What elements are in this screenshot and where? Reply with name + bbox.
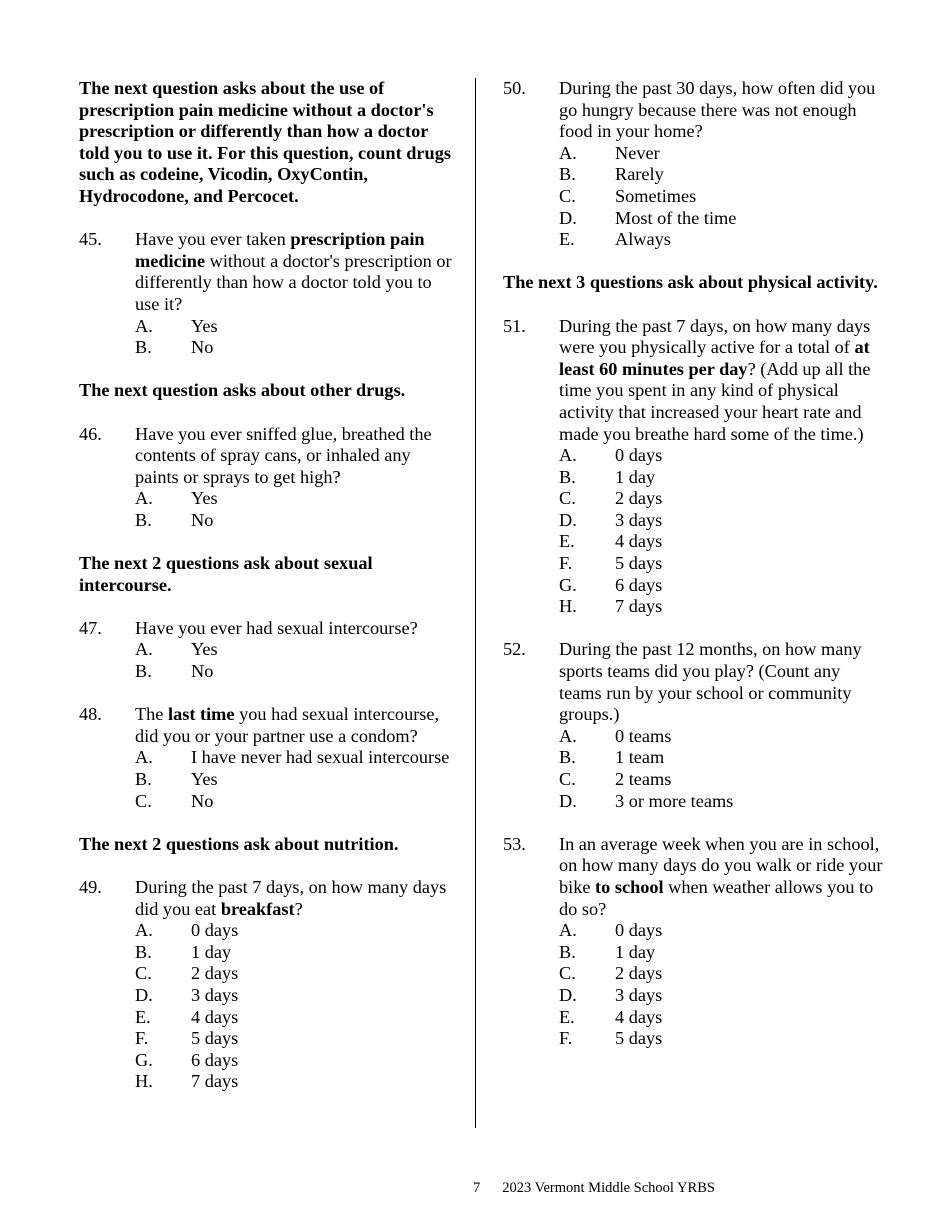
option-letter: G. bbox=[135, 1049, 153, 1070]
answer-options bbox=[559, 920, 883, 1050]
answer-option bbox=[135, 1071, 457, 1093]
page-number: 7 bbox=[473, 1180, 481, 1196]
option-letter: C. bbox=[559, 769, 576, 789]
option-letter: A. bbox=[559, 445, 577, 466]
question-number: 50. bbox=[503, 78, 526, 98]
answer-option bbox=[559, 164, 883, 186]
option-text: No bbox=[191, 661, 214, 682]
answer-options bbox=[559, 726, 883, 812]
option-text: 1 day bbox=[615, 466, 656, 487]
option-text: Yes bbox=[191, 639, 218, 660]
answer-option bbox=[559, 985, 883, 1007]
question-47 bbox=[79, 618, 457, 683]
option-text: 1 day bbox=[191, 941, 232, 962]
answer-option bbox=[559, 1007, 883, 1029]
answer-option bbox=[559, 1028, 883, 1050]
option-text: 4 days bbox=[615, 531, 663, 552]
answer-option bbox=[135, 920, 457, 942]
answer-option bbox=[135, 316, 457, 338]
option-text: 3 days bbox=[615, 984, 663, 1005]
option-text: 7 days bbox=[191, 1071, 239, 1092]
question-number: 46. bbox=[79, 423, 102, 444]
option-text: 2 days bbox=[615, 963, 663, 984]
option-text: 2 days bbox=[615, 488, 663, 509]
option-letter: B. bbox=[559, 466, 576, 487]
answer-option bbox=[559, 596, 883, 618]
option-text: No bbox=[191, 509, 214, 530]
option-text: 0 teams bbox=[615, 725, 672, 746]
option-text: 7 days bbox=[615, 596, 663, 617]
option-letter: A. bbox=[135, 639, 153, 660]
answer-option bbox=[135, 337, 457, 359]
answer-option bbox=[559, 186, 883, 208]
question-51 bbox=[503, 316, 883, 618]
option-letter: E. bbox=[559, 531, 575, 552]
option-text: 3 days bbox=[615, 509, 663, 530]
answer-option bbox=[135, 747, 457, 769]
option-letter: C. bbox=[559, 963, 576, 984]
answer-option bbox=[135, 791, 457, 813]
answer-option bbox=[135, 1007, 457, 1029]
answer-option bbox=[559, 791, 883, 813]
question-text: Have you ever taken prescription pain medicine without a doctor's prescription or differently than how a doctor told you to use it? bbox=[135, 229, 452, 314]
option-letter: B. bbox=[559, 747, 576, 768]
answer-option bbox=[559, 510, 883, 532]
option-text: Always bbox=[615, 229, 671, 250]
option-letter: B. bbox=[559, 941, 576, 962]
option-letter: B. bbox=[559, 164, 576, 185]
answer-option bbox=[559, 488, 883, 510]
option-letter: A. bbox=[559, 920, 577, 941]
answer-options bbox=[135, 920, 457, 1093]
option-letter: H. bbox=[559, 596, 577, 617]
option-text: 4 days bbox=[615, 1006, 663, 1027]
option-letter: F. bbox=[559, 1028, 573, 1049]
answer-option bbox=[559, 769, 883, 791]
answer-options bbox=[559, 143, 883, 251]
option-letter: E. bbox=[559, 229, 575, 250]
option-text: 0 days bbox=[615, 445, 663, 466]
option-text: 5 days bbox=[615, 553, 663, 574]
option-text: Yes bbox=[191, 488, 218, 509]
answer-option bbox=[135, 488, 457, 510]
section-intro-physical-activity: The next 3 questions ask about physical activity. bbox=[503, 272, 878, 293]
question-46 bbox=[79, 424, 457, 532]
option-text: Never bbox=[615, 142, 660, 163]
answer-option bbox=[135, 985, 457, 1007]
option-text: Most of the time bbox=[615, 207, 737, 228]
option-letter: B. bbox=[135, 509, 152, 530]
option-letter: E. bbox=[135, 1006, 151, 1027]
section-intro-sexual-intercourse: The next 2 questions ask about sexual intercourse. bbox=[79, 553, 373, 595]
option-letter: B. bbox=[135, 337, 152, 358]
option-letter: F. bbox=[559, 553, 573, 574]
question-text: During the past 30 days, how often did you go hungry because there was not enough food in your home? bbox=[559, 78, 876, 142]
answer-option bbox=[135, 1028, 457, 1050]
answer-option bbox=[559, 208, 883, 230]
answer-option bbox=[559, 726, 883, 748]
answer-option bbox=[559, 942, 883, 964]
answer-options bbox=[135, 488, 457, 531]
question-text: During the past 12 months, on how many sports teams did you play? (Count any teams run by your school or community groups.) bbox=[559, 639, 862, 725]
option-text: 1 team bbox=[615, 747, 665, 768]
page-footer bbox=[473, 1179, 715, 1197]
option-letter: A. bbox=[559, 142, 577, 163]
question-text: Have you ever sniffed glue, breathed the contents of spray cans, or inhaled any paints or sprays to get high? bbox=[135, 423, 432, 487]
option-letter: G. bbox=[559, 574, 577, 595]
option-letter: C. bbox=[135, 790, 152, 811]
question-52 bbox=[503, 639, 883, 812]
left-column bbox=[79, 78, 457, 1115]
option-letter: E. bbox=[559, 1006, 575, 1027]
option-letter: B. bbox=[135, 941, 152, 962]
option-letter: B. bbox=[135, 661, 152, 682]
option-letter: C. bbox=[135, 963, 152, 984]
option-letter: F. bbox=[135, 1028, 149, 1049]
right-column bbox=[503, 78, 883, 1071]
option-letter: A. bbox=[135, 488, 153, 509]
answer-option bbox=[559, 747, 883, 769]
answer-option bbox=[135, 942, 457, 964]
column-divider bbox=[475, 78, 476, 1128]
option-text: 2 teams bbox=[615, 769, 672, 789]
question-number: 51. bbox=[503, 315, 526, 336]
option-text: 6 days bbox=[615, 574, 663, 595]
option-letter: A. bbox=[135, 920, 153, 941]
option-text: Rarely bbox=[615, 164, 664, 185]
option-text: 1 day bbox=[615, 941, 656, 962]
option-text: I have never had sexual intercourse bbox=[191, 747, 450, 768]
option-text: 4 days bbox=[191, 1006, 239, 1027]
answer-option bbox=[135, 769, 457, 791]
option-text: 3 or more teams bbox=[615, 790, 734, 811]
question-text: Have you ever had sexual intercourse? bbox=[135, 617, 418, 638]
section-intro-other-drugs: The next question asks about other drugs. bbox=[79, 380, 406, 401]
question-49 bbox=[79, 877, 457, 1093]
question-text: During the past 7 days, on how many days did you eat breakfast? bbox=[135, 876, 447, 919]
answer-option bbox=[559, 575, 883, 597]
option-text: Yes bbox=[191, 769, 218, 789]
question-text: The last time you had sexual intercourse, did you or your partner use a condom? bbox=[135, 704, 440, 746]
option-text: 0 days bbox=[191, 920, 239, 941]
question-50 bbox=[503, 78, 883, 251]
question-text: In an average week when you are in school, on how many days do you walk or ride your bike to school when weather allows you to do so? bbox=[559, 833, 883, 919]
answer-option bbox=[559, 920, 883, 942]
question-text: During the past 7 days, on how many days were you physically active for a total of at least 60 minutes per day? (Add up all the time you spent in any kind of physical activity that increased your heart rate and made you breathe hard some of the time.) bbox=[559, 315, 871, 444]
question-number: 53. bbox=[503, 833, 526, 854]
option-text: 5 days bbox=[191, 1028, 239, 1049]
question-45 bbox=[79, 229, 457, 359]
answer-options bbox=[135, 747, 457, 812]
answer-option bbox=[559, 143, 883, 165]
option-letter: A. bbox=[135, 747, 153, 768]
question-number: 49. bbox=[79, 876, 102, 897]
answer-option bbox=[559, 963, 883, 985]
section-intro-prescription-drugs: The next question asks about the use of prescription pain medicine without a doctor's prescription or differently than how a doctor told you to use it. For this question, count drugs such as codeine, Vicodin, OxyContin, Hydrocodone, and Percocet. bbox=[79, 78, 451, 206]
option-letter: D. bbox=[559, 509, 577, 530]
question-number: 52. bbox=[503, 639, 526, 660]
answer-option bbox=[559, 553, 883, 575]
answer-option bbox=[135, 510, 457, 532]
option-text: No bbox=[191, 790, 214, 811]
option-letter: D. bbox=[559, 790, 577, 811]
option-letter: D. bbox=[559, 207, 577, 228]
question-53 bbox=[503, 834, 883, 1050]
answer-option bbox=[559, 467, 883, 489]
option-letter: D. bbox=[559, 984, 577, 1005]
option-letter: C. bbox=[559, 185, 576, 206]
question-48 bbox=[79, 704, 457, 812]
option-letter: A. bbox=[135, 315, 153, 336]
answer-option bbox=[135, 639, 457, 661]
footer-title: 2023 Vermont Middle School YRBS bbox=[502, 1180, 715, 1196]
answer-option bbox=[135, 661, 457, 683]
option-text: No bbox=[191, 337, 214, 358]
answer-option bbox=[559, 229, 883, 251]
section-intro-nutrition: The next 2 questions ask about nutrition. bbox=[79, 833, 399, 854]
option-text: Yes bbox=[191, 315, 218, 336]
question-number: 47. bbox=[79, 617, 102, 638]
option-text: Sometimes bbox=[615, 185, 697, 206]
option-letter: C. bbox=[559, 488, 576, 509]
option-text: 6 days bbox=[191, 1049, 239, 1070]
option-letter: H. bbox=[135, 1071, 153, 1092]
option-letter: A. bbox=[559, 725, 577, 746]
answer-option bbox=[559, 531, 883, 553]
question-number: 45. bbox=[79, 229, 102, 250]
answer-option bbox=[135, 1050, 457, 1072]
option-text: 5 days bbox=[615, 1028, 663, 1049]
option-text: 0 days bbox=[615, 920, 663, 941]
option-letter: B. bbox=[135, 769, 152, 789]
answer-options bbox=[559, 445, 883, 618]
answer-options bbox=[135, 639, 457, 682]
answer-options bbox=[135, 316, 457, 359]
answer-option bbox=[559, 445, 883, 467]
option-letter: D. bbox=[135, 984, 153, 1005]
option-text: 3 days bbox=[191, 984, 239, 1005]
question-number: 48. bbox=[79, 704, 102, 725]
option-text: 2 days bbox=[191, 963, 239, 984]
answer-option bbox=[135, 963, 457, 985]
